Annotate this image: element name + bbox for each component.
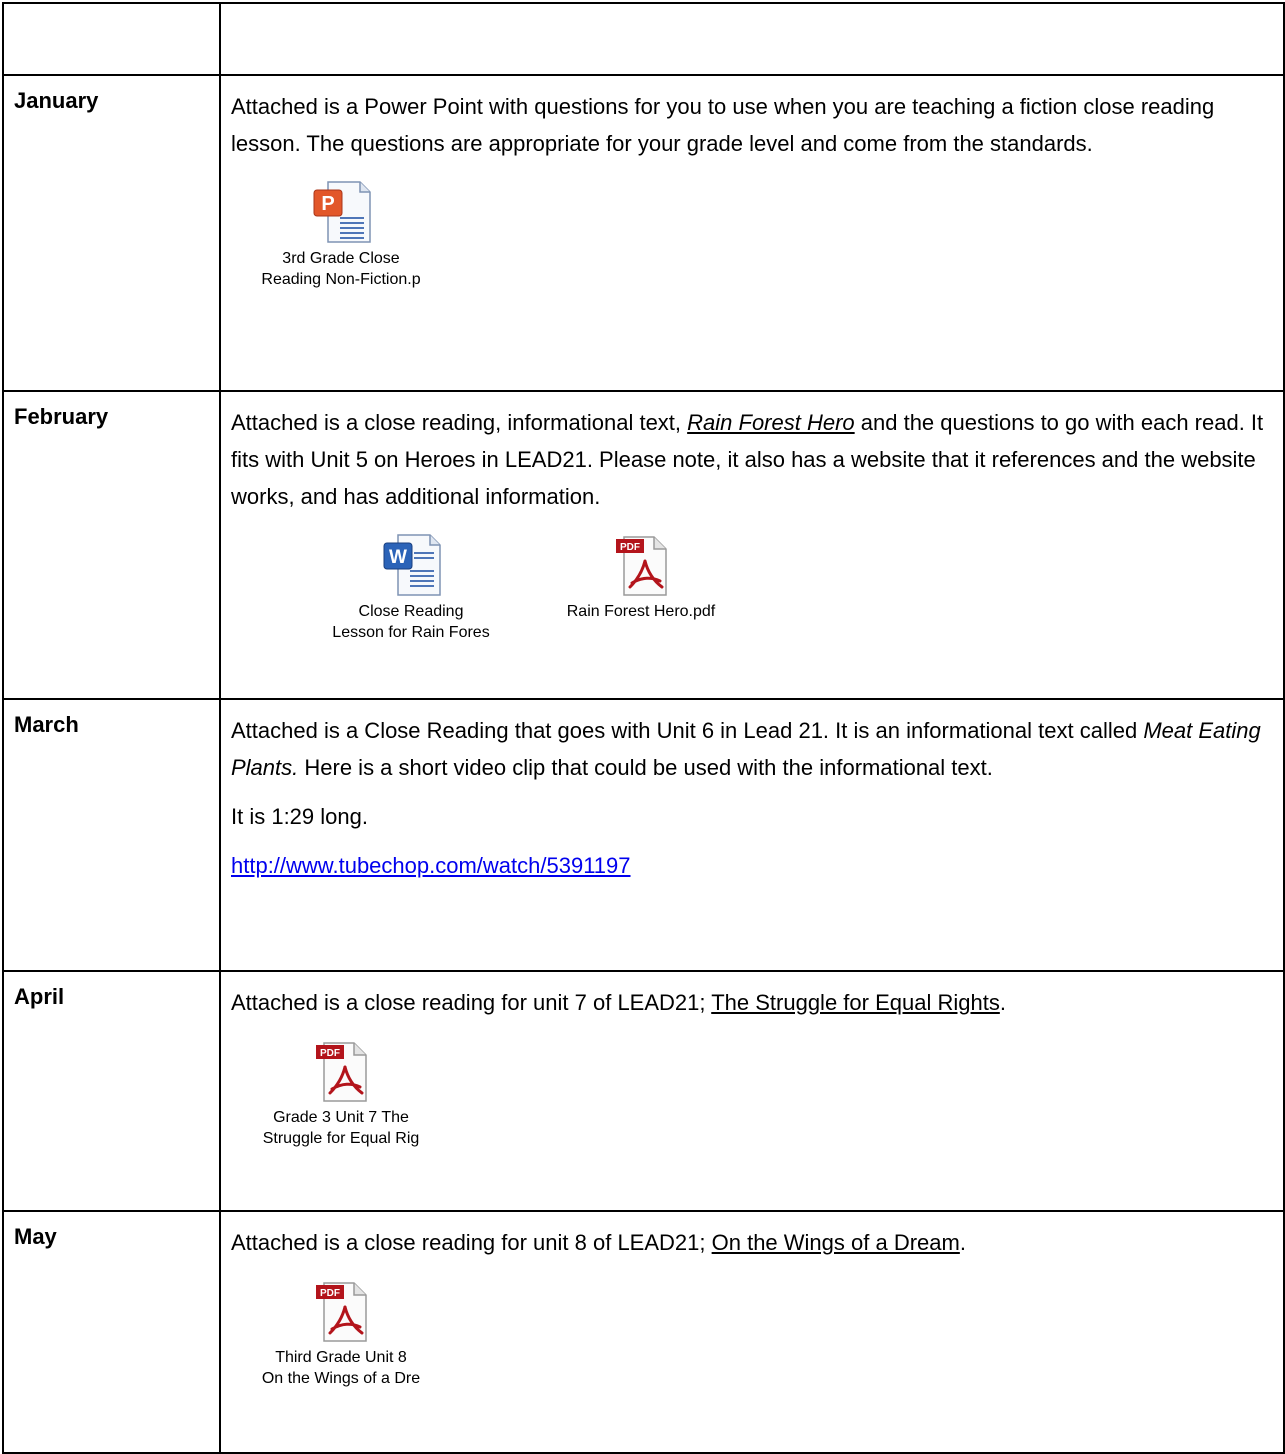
attachment-caption-line2: Reading Non-Fiction.p — [261, 271, 421, 288]
attachment-caption-line1: Third Grade Unit 8 — [275, 1349, 407, 1366]
month-label: March — [3, 699, 220, 971]
table-row — [3, 971, 1284, 1211]
svg-text:P: P — [321, 193, 335, 215]
attachment-pdf[interactable] — [231, 1039, 451, 1149]
attachment-caption-line2: Lesson for Rain Fores — [332, 624, 490, 641]
row-content — [220, 1211, 1284, 1453]
svg-text:PDF: PDF — [320, 1048, 340, 1059]
row-content — [220, 391, 1284, 699]
description-text: Attached is a close reading for unit 7 of LEAD21; — [231, 990, 712, 1015]
description-text: Attached is a Close Reading that goes with Unit 6 in Lead 21. It is an informational text called — [231, 718, 1144, 743]
lesson-table — [2, 2, 1285, 1454]
attachment-caption-line1: Grade 3 Unit 7 The — [273, 1109, 409, 1126]
description-text: . — [959, 1230, 966, 1255]
pdf-file-icon — [310, 1279, 372, 1343]
text-title: The Struggle for Equal Rights — [711, 990, 1000, 1015]
attachment-powerpoint[interactable] — [231, 180, 451, 290]
attachment-caption-line2: Struggle for Equal Rig — [262, 1130, 420, 1147]
attachment-pdf[interactable] — [531, 533, 751, 622]
pdf-file-icon — [310, 1039, 372, 1103]
video-link[interactable]: http://www.tubechop.com/watch/5391197 — [231, 853, 631, 878]
description — [231, 1224, 1271, 1261]
svg-text:PDF: PDF — [620, 542, 640, 553]
text-title: On the Wings of a Dream — [711, 1230, 960, 1255]
svg-text:PDF: PDF — [320, 1288, 340, 1299]
row-content — [220, 699, 1284, 971]
duration-text: It is 1:29 long. — [231, 804, 368, 829]
month-label: May — [3, 1211, 220, 1453]
word-file-icon — [380, 533, 442, 597]
attachment-caption-line2: On the Wings of a Dre — [261, 1370, 421, 1387]
text-title: Rain Forest Hero — [687, 410, 855, 435]
pdf-file-icon — [610, 533, 672, 597]
header-cell-month — [3, 3, 220, 75]
attachments — [231, 1039, 1271, 1149]
description — [231, 712, 1271, 786]
row-content — [220, 971, 1284, 1211]
attachment-pdf[interactable] — [231, 1279, 451, 1389]
month-label: February — [3, 391, 220, 699]
description-text: . — [999, 990, 1006, 1015]
description — [231, 404, 1271, 515]
month-label: January — [3, 75, 220, 391]
attachment-caption-line1: Close Reading — [358, 603, 464, 620]
text-title: Meat Eating Plants. — [231, 718, 1261, 780]
description: Attached is a Power Point with questions for you to use when you are teaching a fiction close reading lesson. The questions are appropriate for your grade level and come from the standards. — [231, 94, 1215, 156]
attachments — [231, 1279, 1271, 1389]
attachments — [231, 180, 1271, 290]
powerpoint-file-icon — [310, 180, 372, 244]
attachment-word[interactable] — [301, 533, 521, 643]
description-text: and the questions to go with each read. It fits with Unit 5 on Heroes in LEAD21. Please note, it also has a website that it references and the website works, and has additional information. — [231, 410, 1264, 509]
header-cell-content — [220, 3, 1284, 75]
table-row — [3, 699, 1284, 971]
table-row — [3, 391, 1284, 699]
svg-text:W: W — [389, 547, 407, 568]
link-paragraph — [231, 847, 1271, 884]
attachment-caption-line1: Rain Forest Hero.pdf — [566, 603, 716, 620]
description — [231, 984, 1271, 1021]
header-row — [3, 3, 1284, 75]
table-row — [3, 1211, 1284, 1453]
table-row — [3, 75, 1284, 391]
description-text: Attached is a close reading, informational text, — [231, 410, 688, 435]
attachment-caption-line1: 3rd Grade Close — [282, 250, 400, 267]
attachments — [231, 533, 1271, 643]
row-content — [220, 75, 1284, 391]
description-text: Attached is a close reading for unit 8 of LEAD21; — [231, 1230, 712, 1255]
month-label: April — [3, 971, 220, 1211]
description-text: Here is a short video clip that could be used with the informational text. — [298, 755, 993, 780]
